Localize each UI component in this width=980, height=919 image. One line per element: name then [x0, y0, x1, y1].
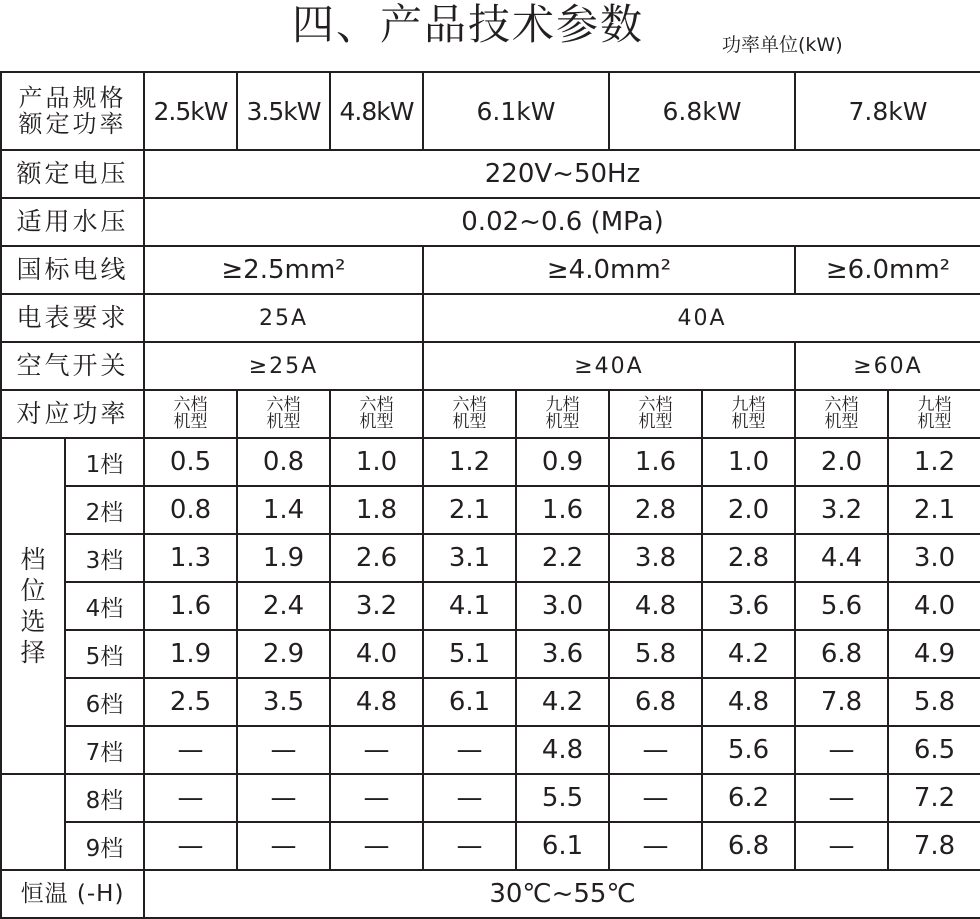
- meter-label: 电表要求: [1, 294, 144, 342]
- model-type-cell: 六档 机型: [237, 390, 330, 438]
- gear-value: 2.8: [702, 534, 795, 582]
- thermostat-value: 30℃~55℃: [144, 870, 980, 918]
- spec-table: [0, 71, 980, 919]
- model-type-cell: 六档 机型: [423, 390, 516, 438]
- gear-row: [1, 630, 980, 678]
- gear-value: 2.0: [702, 486, 795, 534]
- gear-value: 6.8: [795, 630, 888, 678]
- spec-cell: 6.8kW: [609, 72, 795, 150]
- spec-label-line: 产品规格: [18, 84, 127, 112]
- gear-value: 5.5: [516, 774, 609, 822]
- gear-group-char: 位: [20, 576, 46, 605]
- gear-name: 1档: [65, 438, 144, 486]
- gear-row: [1, 774, 980, 822]
- model-row: [1, 390, 980, 438]
- gear-value: 7.2: [888, 774, 980, 822]
- gear-value: 4.1: [423, 582, 516, 630]
- gear-value: 0.9: [516, 438, 609, 486]
- gear-value: 3.8: [609, 534, 702, 582]
- gear-value: 6.1: [516, 822, 609, 870]
- gear-name: 9档: [65, 822, 144, 870]
- voltage-label: 额定电压: [1, 150, 144, 198]
- gear-value: —: [237, 822, 330, 870]
- gear-value: —: [144, 774, 237, 822]
- gear-value: 4.8: [609, 582, 702, 630]
- gear-value: 3.5: [237, 678, 330, 726]
- gear-name: 6档: [65, 678, 144, 726]
- gear-value: 3.6: [702, 582, 795, 630]
- wire-label: 国标电线: [1, 246, 144, 294]
- model-type-cell: 九档 机型: [516, 390, 609, 438]
- spec-label-line: 额定功率: [18, 110, 127, 138]
- gear-value: 3.2: [330, 582, 423, 630]
- gear-value: 5.1: [423, 630, 516, 678]
- gear-value: 2.2: [516, 534, 609, 582]
- gear-value: 4.9: [888, 630, 980, 678]
- gear-row: [1, 486, 980, 534]
- gear-value: 4.4: [795, 534, 888, 582]
- gear-value: 1.3: [144, 534, 237, 582]
- meter-value: 40A: [423, 294, 980, 342]
- gear-value: 2.1: [888, 486, 980, 534]
- gear-group-char: 选: [20, 607, 46, 636]
- gear-name: 7档: [65, 726, 144, 774]
- gear-value: 4.0: [330, 630, 423, 678]
- water-pressure-row: [1, 198, 980, 246]
- gear-value: 6.1: [423, 678, 516, 726]
- spec-cell: 7.8kW: [795, 72, 980, 150]
- gear-value: —: [237, 774, 330, 822]
- spec-cell: 2.5kW: [144, 72, 237, 150]
- spec-label: [1, 72, 144, 150]
- power-label: 对应功率: [1, 390, 144, 438]
- wire-value: ≥2.5mm²: [144, 246, 423, 294]
- water-pressure-value: 0.02~0.6 (MPa): [144, 198, 980, 246]
- gear-group-blank: [1, 774, 65, 870]
- gear-value: —: [423, 774, 516, 822]
- gear-value: 1.8: [330, 486, 423, 534]
- gear-value: 2.4: [237, 582, 330, 630]
- meter-value: 25A: [144, 294, 423, 342]
- gear-row: [1, 582, 980, 630]
- gear-row: [1, 678, 980, 726]
- gear-value: 6.8: [702, 822, 795, 870]
- gear-row: [1, 822, 980, 870]
- gear-value: —: [423, 726, 516, 774]
- gear-value: 4.2: [516, 678, 609, 726]
- gear-value: —: [609, 774, 702, 822]
- model-type-cell: 六档 机型: [144, 390, 237, 438]
- power-unit-note: 功率单位(kW): [722, 34, 843, 56]
- gear-value: —: [609, 726, 702, 774]
- gear-group-label: [1, 438, 65, 774]
- gear-value: —: [423, 822, 516, 870]
- gear-value: 3.2: [795, 486, 888, 534]
- gear-value: 3.6: [516, 630, 609, 678]
- voltage-row: [1, 150, 980, 198]
- spec-cell: 6.1kW: [423, 72, 609, 150]
- gear-value: —: [237, 726, 330, 774]
- spec-cell: 3.5kW: [237, 72, 330, 150]
- gear-value: 4.2: [702, 630, 795, 678]
- gear-value: 3.0: [516, 582, 609, 630]
- gear-value: —: [144, 726, 237, 774]
- page-title: 四、产品技术参数: [292, 0, 645, 49]
- spec-cell: 4.8kW: [330, 72, 423, 150]
- gear-value: 1.2: [423, 438, 516, 486]
- gear-row: [1, 726, 980, 774]
- switch-value: ≥25A: [144, 342, 423, 390]
- switch-value: ≥40A: [423, 342, 795, 390]
- gear-value: 3.0: [888, 534, 980, 582]
- water-pressure-label: 适用水压: [1, 198, 144, 246]
- gear-value: 2.6: [330, 534, 423, 582]
- wire-value: ≥4.0mm²: [423, 246, 795, 294]
- wire-value: ≥6.0mm²: [795, 246, 980, 294]
- model-type-cell: 九档 机型: [888, 390, 980, 438]
- gear-value: 6.8: [609, 678, 702, 726]
- gear-value: 4.8: [516, 726, 609, 774]
- spec-row: [1, 72, 980, 150]
- gear-value: —: [795, 822, 888, 870]
- gear-value: 2.9: [237, 630, 330, 678]
- gear-value: 1.4: [237, 486, 330, 534]
- gear-value: 6.5: [888, 726, 980, 774]
- model-type-cell: 九档 机型: [702, 390, 795, 438]
- gear-row: [1, 438, 980, 486]
- gear-value: 4.0: [888, 582, 980, 630]
- gear-value: —: [609, 822, 702, 870]
- model-type-cell: 六档 机型: [330, 390, 423, 438]
- gear-value: 3.1: [423, 534, 516, 582]
- gear-value: —: [330, 726, 423, 774]
- gear-value: 6.2: [702, 774, 795, 822]
- gear-value: 7.8: [888, 822, 980, 870]
- gear-value: 7.8: [795, 678, 888, 726]
- gear-value: 1.2: [888, 438, 980, 486]
- gear-name: 2档: [65, 486, 144, 534]
- gear-name: 5档: [65, 630, 144, 678]
- thermostat-label: 恒温 (-H): [1, 870, 144, 918]
- gear-value: 5.8: [888, 678, 980, 726]
- gear-row: [1, 534, 980, 582]
- gear-value: 2.1: [423, 486, 516, 534]
- gear-value: 0.8: [144, 486, 237, 534]
- gear-value: 1.6: [144, 582, 237, 630]
- gear-group-char: 择: [20, 638, 46, 667]
- wire-row: [1, 246, 980, 294]
- meter-row: [1, 294, 980, 342]
- gear-value: 5.6: [795, 582, 888, 630]
- gear-value: 1.0: [330, 438, 423, 486]
- gear-value: 1.6: [516, 486, 609, 534]
- model-type-cell: 六档 机型: [609, 390, 702, 438]
- gear-value: —: [795, 774, 888, 822]
- gear-value: 5.8: [609, 630, 702, 678]
- gear-group-char: 档: [20, 545, 46, 574]
- gear-value: 2.0: [795, 438, 888, 486]
- switch-value: ≥60A: [795, 342, 980, 390]
- gear-value: —: [330, 774, 423, 822]
- gear-value: 1.9: [144, 630, 237, 678]
- gear-value: 4.8: [702, 678, 795, 726]
- gear-value: 1.0: [702, 438, 795, 486]
- gear-value: 2.5: [144, 678, 237, 726]
- switch-label: 空气开关: [1, 342, 144, 390]
- gear-value: —: [795, 726, 888, 774]
- gear-value: —: [330, 822, 423, 870]
- voltage-value: 220V~50Hz: [144, 150, 980, 198]
- gear-name: 4档: [65, 582, 144, 630]
- gear-value: —: [144, 822, 237, 870]
- gear-name: 8档: [65, 774, 144, 822]
- gear-value: 5.6: [702, 726, 795, 774]
- gear-value: 0.8: [237, 438, 330, 486]
- gear-value: 1.9: [237, 534, 330, 582]
- thermostat-row: [1, 870, 980, 918]
- gear-name: 3档: [65, 534, 144, 582]
- gear-value: 4.8: [330, 678, 423, 726]
- gear-value: 1.6: [609, 438, 702, 486]
- gear-value: 2.8: [609, 486, 702, 534]
- model-type-cell: 六档 机型: [795, 390, 888, 438]
- switch-row: [1, 342, 980, 390]
- gear-value: 0.5: [144, 438, 237, 486]
